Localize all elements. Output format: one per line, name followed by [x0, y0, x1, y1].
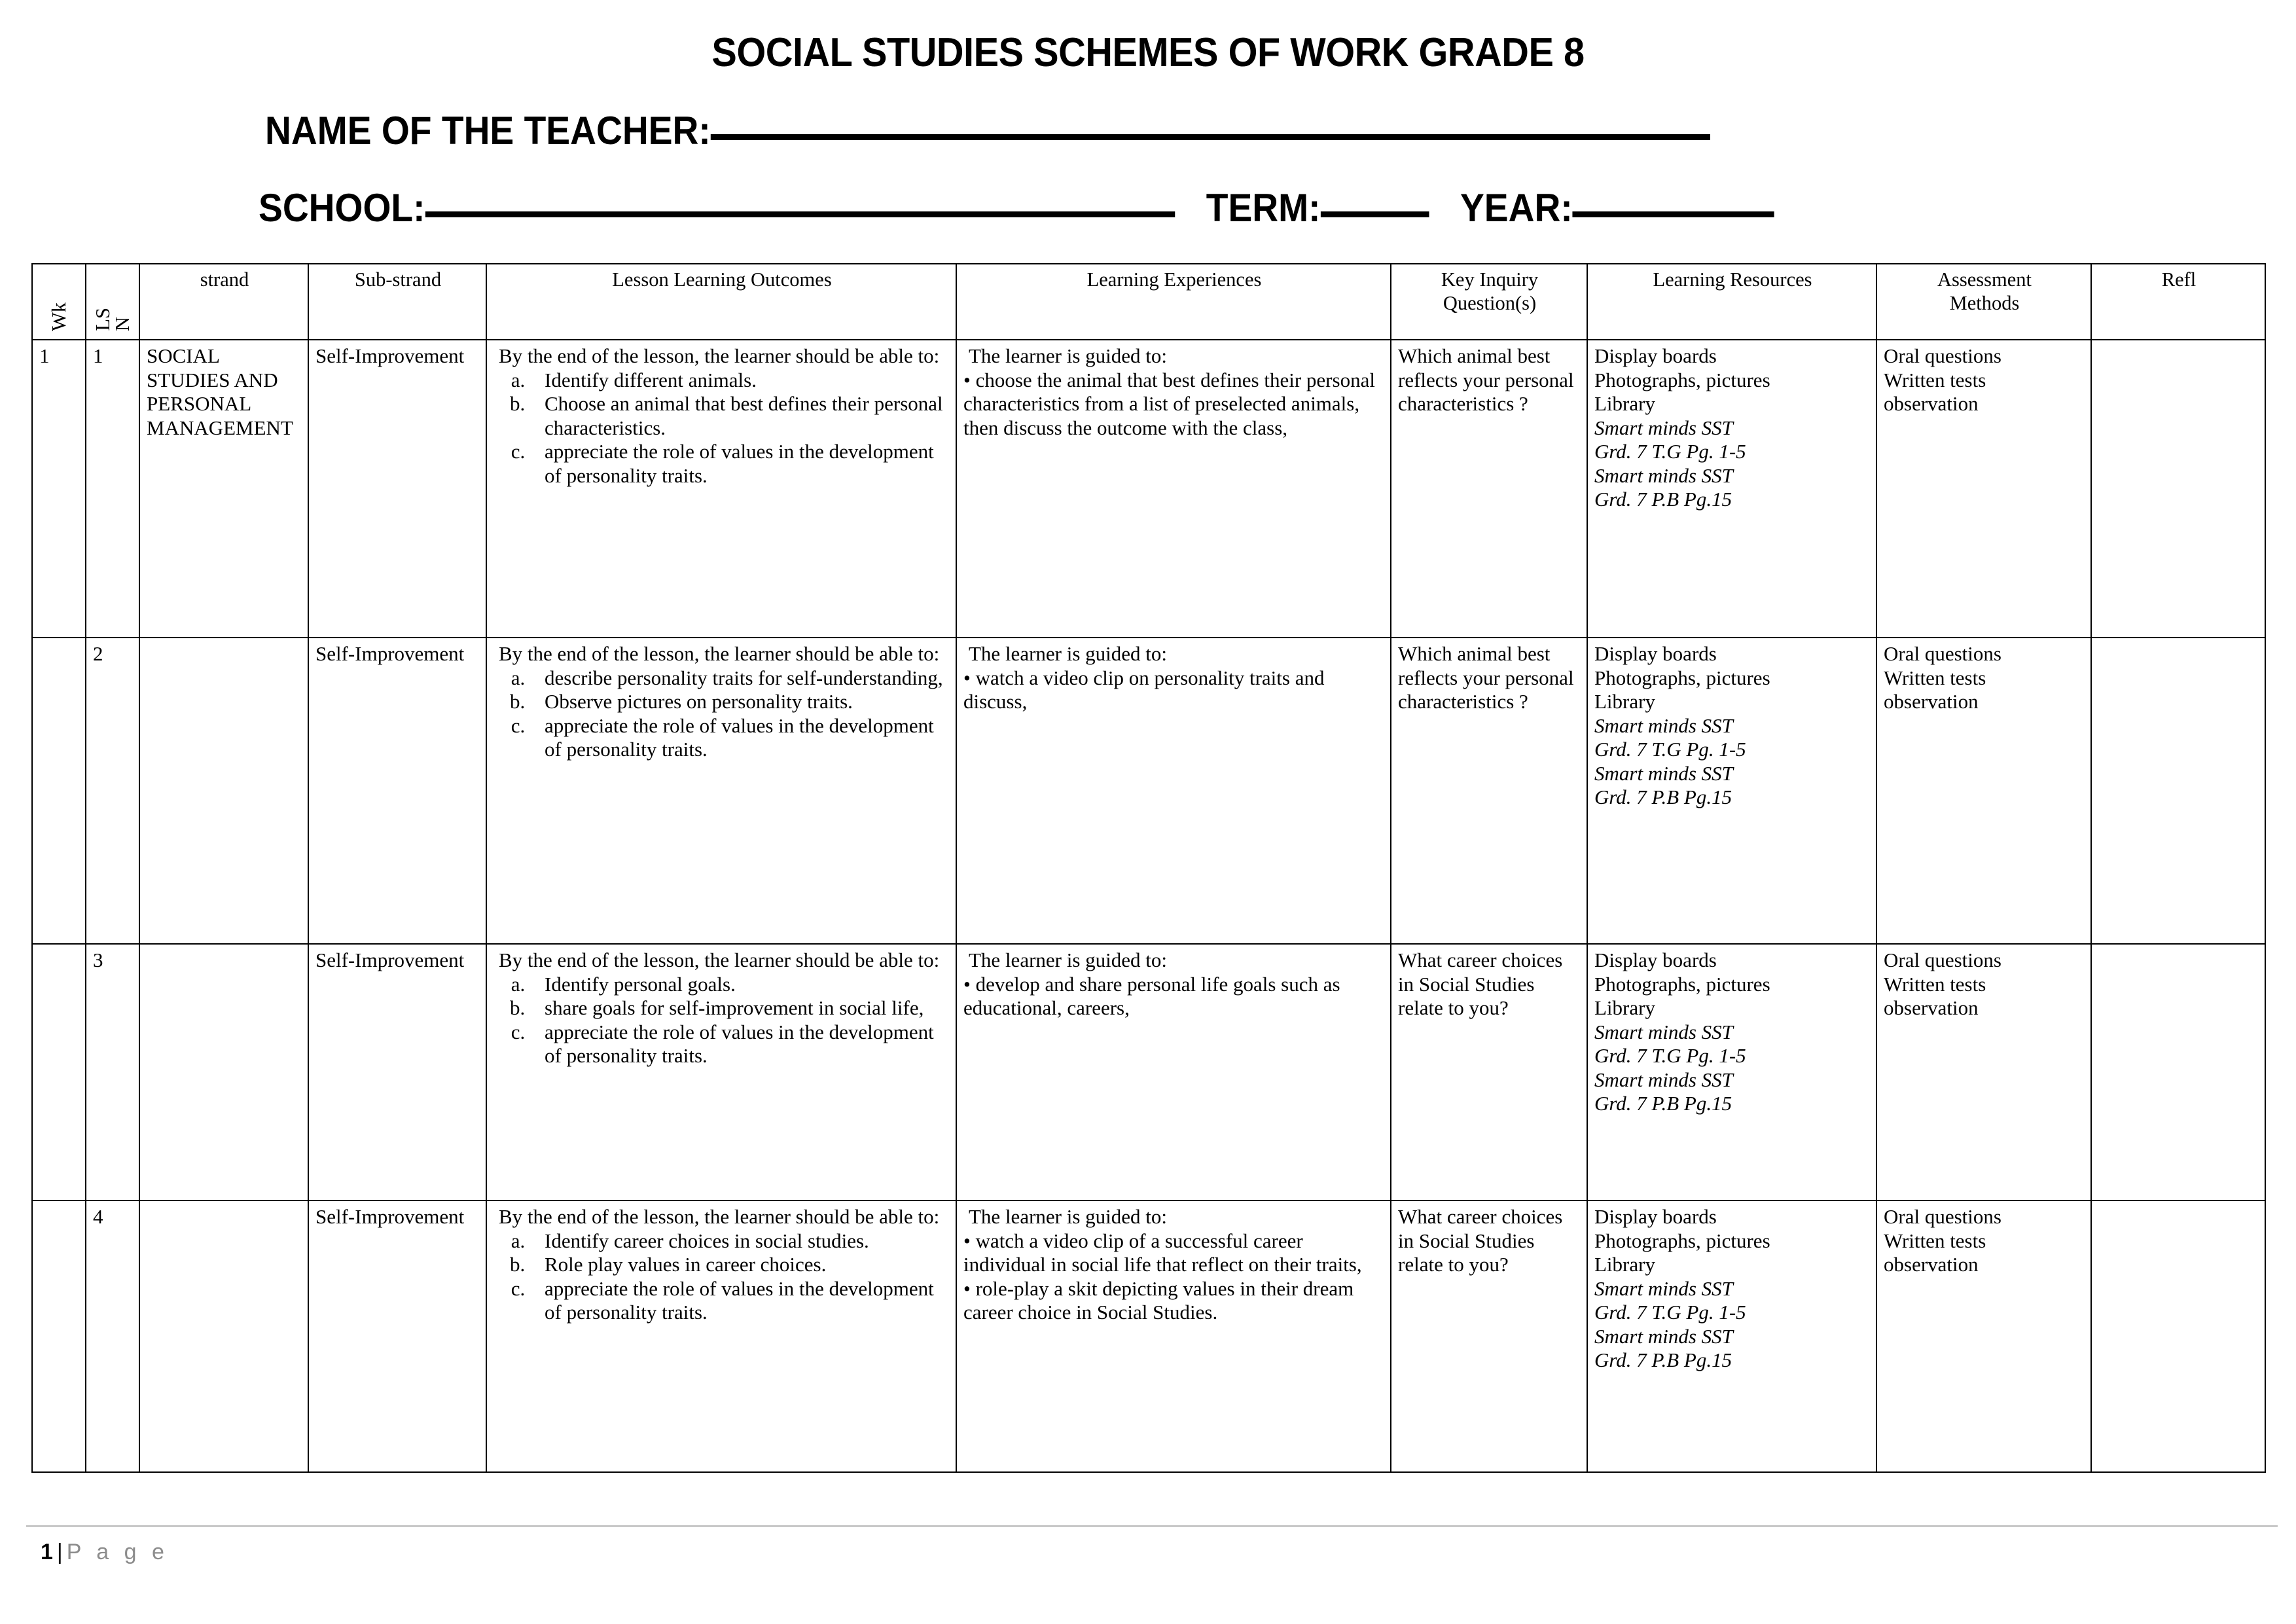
cell-week	[32, 638, 86, 944]
footer-page-word: P a g e	[66, 1540, 169, 1564]
cell-lesson-number: 1	[86, 340, 139, 638]
outcomes-intro: By the end of the lesson, the learner should be able to:	[499, 642, 940, 665]
outcomes-intro: By the end of the lesson, the learner should be able to:	[499, 344, 940, 367]
column-header-lesson-number	[86, 264, 139, 340]
column-header-ls-label: LS	[91, 308, 114, 331]
resource-item: Photographs, pictures	[1594, 666, 1770, 689]
column-header-sub-strand: Sub-strand	[308, 264, 486, 340]
column-header-assessment-methods	[1876, 264, 2091, 340]
column-header-learning-experiences: Learning Experiences	[956, 264, 1391, 340]
resource-item: Library	[1594, 996, 1655, 1020]
experience-item: • watch a video clip on personality traits and discuss,	[963, 666, 1385, 714]
experiences-list	[963, 1229, 1385, 1325]
teacher-name-field-row	[265, 111, 1710, 151]
resource-item: Smart minds SST	[1594, 463, 1733, 487]
resource-item: Grd. 7 P.B Pg.15	[1594, 1092, 1732, 1115]
table-row	[32, 340, 2265, 638]
resource-item: Display boards	[1594, 948, 1717, 971]
cell-assessment-methods	[1876, 638, 2091, 944]
cell-lesson-learning-outcomes	[486, 944, 956, 1200]
assessment-list	[1884, 1205, 2085, 1277]
resource-item: Grd. 7 P.B Pg.15	[1594, 488, 1732, 511]
assessment-item: observation	[1884, 1253, 1979, 1276]
cell-sub-strand: Self-Improvement	[308, 638, 486, 944]
outcomes-list	[493, 369, 950, 488]
cell-key-inquiry-question: What career choices in Social Studies relate to you?	[1391, 1200, 1587, 1472]
resource-item: Smart minds SST	[1594, 1276, 1733, 1300]
assessment-item: Oral questions	[1884, 344, 2001, 367]
cell-lesson-learning-outcomes	[486, 340, 956, 638]
cell-lesson-learning-outcomes	[486, 638, 956, 944]
resource-item: Grd. 7 T.G Pg. 1-5	[1594, 1301, 1746, 1324]
cell-key-inquiry-question: Which animal best reflects your personal characteristics ?	[1391, 340, 1587, 638]
experiences-list	[963, 666, 1385, 714]
resource-item: Library	[1594, 392, 1655, 416]
school-input-rule[interactable]	[425, 211, 1175, 217]
cell-reflection	[2091, 1200, 2265, 1472]
resource-item: Grd. 7 T.G Pg. 1-5	[1594, 1044, 1746, 1068]
cell-assessment-methods	[1876, 340, 2091, 638]
cell-learning-resources	[1587, 638, 1876, 944]
outcomes-intro: By the end of the lesson, the learner should be able to:	[499, 1205, 940, 1228]
experience-item: • develop and share personal life goals such as educational, careers,	[963, 973, 1385, 1020]
assessment-item: Written tests	[1884, 666, 1986, 689]
column-header-lesson-learning-outcomes: Lesson Learning Outcomes	[486, 264, 956, 340]
cell-sub-strand: Self-Improvement	[308, 944, 486, 1200]
outcomes-intro: By the end of the lesson, the learner should be able to:	[499, 948, 940, 971]
assessment-item: observation	[1884, 690, 1979, 713]
footer-page-number: 1	[41, 1540, 53, 1564]
resource-item: Grd. 7 P.B Pg.15	[1594, 1348, 1732, 1372]
footer-divider	[26, 1525, 2278, 1527]
term-input-rule[interactable]	[1321, 211, 1429, 217]
outcomes-list	[493, 1229, 950, 1325]
resources-list	[1594, 642, 1871, 810]
resource-item: Smart minds SST	[1594, 416, 1733, 439]
key-inquiry-line-2: Question(s)	[1443, 291, 1537, 314]
cell-learning-experiences	[956, 944, 1391, 1200]
experience-item: • choose the animal that best defines their personal characteristics from a list of preselected animals, then discuss the outcome with the class,	[963, 369, 1385, 441]
assessment-line-1: Assessment	[1937, 268, 2032, 291]
outcome-item: a. Identify career choices in social studies.	[530, 1229, 950, 1254]
cell-sub-strand: Self-Improvement	[308, 340, 486, 638]
cell-reflection	[2091, 340, 2265, 638]
outcome-item: c. appreciate the role of values in the development of personality traits.	[530, 1277, 950, 1325]
cell-learning-experiences	[956, 638, 1391, 944]
outcome-item: b. Role play values in career choices.	[530, 1253, 950, 1277]
cell-lesson-number: 2	[86, 638, 139, 944]
resources-list	[1594, 344, 1871, 512]
resource-item: Library	[1594, 690, 1655, 713]
experiences-list	[963, 973, 1385, 1020]
page-footer	[41, 1540, 169, 1565]
outcome-item: a. describe personality traits for self-understanding,	[530, 666, 950, 691]
cell-key-inquiry-question: Which animal best reflects your personal characteristics ?	[1391, 638, 1587, 944]
column-header-reflection: Refl	[2091, 264, 2265, 340]
cell-lesson-number: 3	[86, 944, 139, 1200]
cell-reflection	[2091, 638, 2265, 944]
key-inquiry-line-1: Key Inquiry	[1441, 268, 1539, 291]
column-header-key-inquiry-questions	[1391, 264, 1587, 340]
outcome-item: b. Observe pictures on personality traits.	[530, 690, 950, 714]
outcome-item: c. appreciate the role of values in the development of personality traits.	[530, 1020, 950, 1068]
outcome-item: b. Choose an animal that best defines their personal characteristics.	[530, 392, 950, 440]
assessment-item: Written tests	[1884, 368, 1986, 391]
column-header-week	[32, 264, 86, 340]
assessment-item: Oral questions	[1884, 642, 2001, 665]
year-input-rule[interactable]	[1573, 211, 1774, 217]
table-row	[32, 1200, 2265, 1472]
column-header-strand: strand	[139, 264, 308, 340]
experiences-intro: The learner is guided to:	[969, 1205, 1168, 1228]
experiences-intro: The learner is guided to:	[969, 344, 1168, 367]
year-label: YEAR:	[1460, 186, 1573, 230]
table-row	[32, 944, 2265, 1200]
outcomes-list	[493, 973, 950, 1068]
resource-item: Display boards	[1594, 1205, 1717, 1228]
resources-list	[1594, 948, 1871, 1116]
cell-reflection	[2091, 944, 2265, 1200]
assessment-item: Written tests	[1884, 972, 1986, 996]
resource-item: Smart minds SST	[1594, 761, 1733, 785]
assessment-list	[1884, 642, 2085, 714]
resource-item: Smart minds SST	[1594, 1068, 1733, 1091]
resource-item: Photographs, pictures	[1594, 1229, 1770, 1252]
experience-item: • watch a video clip of a successful career individual in social life that reflect on their traits,	[963, 1229, 1385, 1277]
resource-item: Grd. 7 T.G Pg. 1-5	[1594, 738, 1746, 761]
cell-week	[32, 944, 86, 1200]
outcomes-list	[493, 666, 950, 762]
outcome-item: c. appreciate the role of values in the development of personality traits.	[530, 714, 950, 762]
column-header-learning-resources: Learning Resources	[1587, 264, 1876, 340]
resource-item: Smart minds SST	[1594, 713, 1733, 737]
cell-strand	[139, 944, 308, 1200]
cell-key-inquiry-question: What career choices in Social Studies relate to you?	[1391, 944, 1587, 1200]
cell-week: 1	[32, 340, 86, 638]
cell-strand: SOCIAL STUDIES AND PERSONAL MANAGEMENT	[139, 340, 308, 638]
resource-item: Photographs, pictures	[1594, 368, 1770, 391]
resource-item: Grd. 7 P.B Pg.15	[1594, 785, 1732, 809]
assessment-item: Written tests	[1884, 1229, 1986, 1252]
resource-item: Display boards	[1594, 642, 1717, 665]
table-row	[32, 638, 2265, 944]
resource-item: Smart minds SST	[1594, 1324, 1733, 1348]
table-header-row	[32, 264, 2265, 340]
experiences-intro: The learner is guided to:	[969, 642, 1168, 665]
assessment-list	[1884, 344, 2085, 416]
footer-separator: |	[56, 1540, 63, 1564]
resources-list	[1594, 1205, 1871, 1373]
assessment-item: Oral questions	[1884, 948, 2001, 971]
resource-item: Photographs, pictures	[1594, 972, 1770, 996]
assessment-item: observation	[1884, 392, 1979, 416]
cell-assessment-methods	[1876, 944, 2091, 1200]
cell-learning-resources	[1587, 944, 1876, 1200]
outcome-item: c. appreciate the role of values in the development of personality traits.	[530, 440, 950, 488]
cell-learning-resources	[1587, 1200, 1876, 1472]
resource-item: Library	[1594, 1253, 1655, 1276]
assessment-list	[1884, 948, 2085, 1020]
experience-item: • role-play a skit depicting values in their dream career choice in Social Studies.	[963, 1277, 1385, 1325]
column-header-n-label: N	[111, 316, 134, 331]
outcome-item: b. share goals for self-improvement in social life,	[530, 996, 950, 1020]
outcome-item: a. Identify personal goals.	[530, 973, 950, 997]
term-label: TERM:	[1206, 186, 1321, 230]
outcome-item: a. Identify different animals.	[530, 369, 950, 393]
table-body	[32, 340, 2265, 1472]
cell-sub-strand: Self-Improvement	[308, 1200, 486, 1472]
teacher-name-input-rule[interactable]	[711, 134, 1710, 140]
assessment-line-2: Methods	[1949, 291, 2020, 314]
cell-learning-experiences	[956, 1200, 1391, 1472]
assessment-item: observation	[1884, 996, 1979, 1020]
cell-week	[32, 1200, 86, 1472]
cell-assessment-methods	[1876, 1200, 2091, 1472]
schemes-of-work-table	[31, 263, 2266, 1473]
teacher-name-label: NAME OF THE TEACHER:	[265, 109, 711, 153]
experiences-list	[963, 369, 1385, 441]
school-term-year-row	[259, 186, 1774, 230]
column-header-week-label: Wk	[47, 302, 70, 331]
cell-learning-experiences	[956, 340, 1391, 638]
cell-strand	[139, 1200, 308, 1472]
cell-strand	[139, 638, 308, 944]
resource-item: Display boards	[1594, 344, 1717, 367]
cell-lesson-learning-outcomes	[486, 1200, 956, 1472]
cell-learning-resources	[1587, 340, 1876, 638]
cell-lesson-number: 4	[86, 1200, 139, 1472]
school-label: SCHOOL:	[259, 186, 425, 230]
resource-item: Grd. 7 T.G Pg. 1-5	[1594, 440, 1746, 463]
experiences-intro: The learner is guided to:	[969, 948, 1168, 971]
assessment-item: Oral questions	[1884, 1205, 2001, 1228]
resource-item: Smart minds SST	[1594, 1020, 1733, 1043]
page-title: SOCIAL STUDIES SCHEMES OF WORK GRADE 8	[711, 30, 1585, 75]
